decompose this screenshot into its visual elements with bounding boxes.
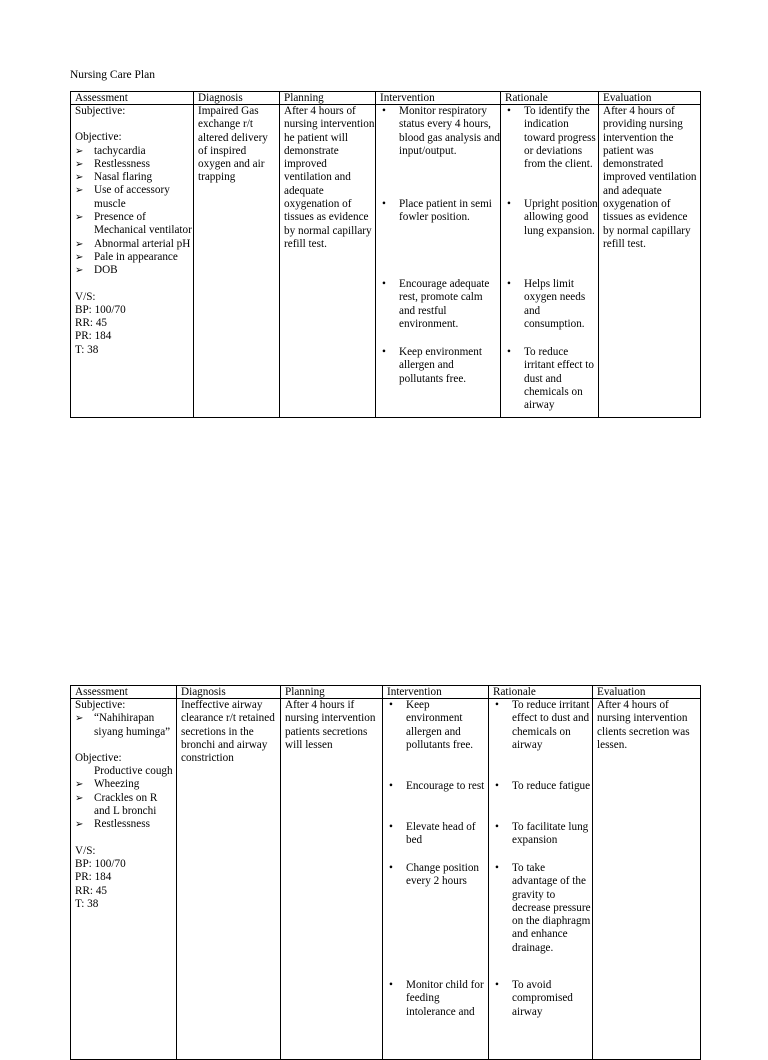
objective-item: ➢ Abnormal arterial pH — [75, 238, 193, 251]
rationale-list — [505, 105, 598, 412]
intervention-item: • Monitor child for feeding intolerance and — [387, 979, 488, 1019]
vital-sign: RR: 45 — [75, 884, 108, 897]
plan-row — [71, 699, 701, 1060]
vital-sign: RR: 45 — [75, 317, 108, 330]
planning-cell: After 4 hours if nursing intervention patients secretions will lessen — [281, 699, 383, 1060]
care-plan-table-1 — [70, 91, 701, 418]
subjective-label: Subjective: — [75, 699, 126, 711]
rationale-item: • Helps limit oxygen needs and consumption. — [505, 278, 598, 346]
header-diagnosis: Diagnosis — [177, 686, 281, 699]
objective-item: ➢ Nasal flaring — [75, 171, 193, 184]
rationale-item: • To identify the indication toward progress or deviations from the client. — [505, 105, 598, 198]
objective-label: Objective: — [75, 131, 122, 144]
intervention-item: • Encourage adequate rest, promote calm and restful environment. — [380, 278, 500, 346]
diagnosis-cell: Impaired Gas exchange r/t altered delivery of inspired oxygen and air trapping — [194, 105, 280, 418]
intervention-item: • Place patient in semi fowler position. — [380, 198, 500, 278]
rationale-item: • To reduce irritant effect to dust and chemicals on airway — [493, 699, 592, 780]
objective-item: ➢ Use of accessory muscle — [75, 184, 193, 211]
vital-sign: BP: 100/70 — [75, 857, 126, 870]
objective-label: Objective: — [75, 751, 122, 764]
subjective-item: ➢ “Nahihirapan siyang huminga” — [75, 712, 176, 739]
header-intervention: Intervention — [376, 92, 501, 105]
rationale-cell — [501, 105, 599, 418]
header-rationale: Rationale — [501, 92, 599, 105]
objective-list — [75, 145, 193, 278]
diagnosis-cell: Ineffective airway clearance r/t retained secretions in the bronchi and airway constriction — [177, 699, 281, 1060]
rationale-item: • To reduce irritant effect to dust and chemicals on airway — [505, 346, 598, 412]
header-assessment: Assessment — [71, 92, 194, 105]
objective-item: ➢ Restlessness — [75, 158, 193, 171]
objective-item: ➢ Wheezing — [75, 778, 176, 791]
header-assessment: Assessment — [71, 686, 177, 699]
plan-row — [71, 105, 701, 418]
subjective-label: Subjective: — [75, 105, 126, 117]
intervention-list — [380, 105, 500, 386]
planning-cell: After 4 hours of nursing intervention he patient will demonstrate improved ventilation and adequate oxygenation of tissues as evidence by normal capillary refill test. — [280, 105, 376, 418]
objective-item: ➢ Restlessness — [75, 818, 176, 831]
header-rationale: Rationale — [489, 686, 593, 699]
vital-sign: BP: 100/70 — [75, 303, 126, 316]
header-planning: Planning — [280, 92, 376, 105]
objective-item: ➢ DOB — [75, 264, 193, 277]
objective-item: ➢ Pale in appearance — [75, 251, 193, 264]
rationale-item: • To avoid compromised airway — [493, 979, 592, 1019]
header-diagnosis: Diagnosis — [194, 92, 280, 105]
rationale-item: • Upright position allowing good lung expansion. — [505, 198, 598, 278]
header-row — [71, 92, 701, 105]
care-plan-table-2 — [70, 685, 701, 1060]
rationale-item: • To reduce fatigue — [493, 780, 592, 821]
evaluation-cell: After 4 hours of nursing intervention clients secretion was lessen. — [593, 699, 701, 1060]
objective-item: ➢ tachycardia — [75, 145, 193, 158]
header-evaluation: Evaluation — [593, 686, 701, 699]
intervention-item: • Change position every 2 hours — [387, 862, 488, 979]
objective-item: ➢ Crackles on R and L bronchi — [75, 792, 176, 819]
intervention-item: • Elevate head of bed — [387, 821, 488, 862]
assessment-cell — [71, 105, 194, 418]
objective-list — [75, 778, 176, 831]
header-intervention: Intervention — [383, 686, 489, 699]
intervention-item: • Monitor respiratory status every 4 hours, blood gas analysis and input/output. — [380, 105, 500, 198]
vital-signs-label: V/S: — [75, 844, 96, 857]
intervention-list — [387, 699, 488, 1019]
objective-text: Productive cough — [94, 765, 173, 778]
intervention-item: • Keep environment allergen and pollutants free. — [380, 346, 500, 386]
intervention-cell — [376, 105, 501, 418]
assessment-cell — [71, 699, 177, 1060]
header-evaluation: Evaluation — [599, 92, 701, 105]
vital-sign: PR: 184 — [75, 871, 112, 884]
vital-signs-label: V/S: — [75, 290, 96, 303]
document-title: Nursing Care Plan — [70, 69, 155, 81]
header-planning: Planning — [281, 686, 383, 699]
vital-sign: PR: 184 — [75, 330, 112, 343]
vital-sign: T: 38 — [75, 897, 99, 910]
vital-sign: T: 38 — [75, 343, 99, 356]
subjective-list — [75, 712, 176, 739]
header-row — [71, 686, 701, 699]
objective-item: ➢ Presence of Mechanical ventilator — [75, 211, 193, 238]
intervention-item: • Encourage to rest — [387, 780, 488, 821]
rationale-item: • To facilitate lung expansion — [493, 821, 592, 862]
evaluation-cell: After 4 hours of providing nursing intervention the patient was demonstrated improved ventilation and adequate oxygenation of tissues as evidence by normal capillary refill test. — [599, 105, 701, 418]
intervention-item: • Keep environment allergen and pollutants free. — [387, 699, 488, 780]
rationale-cell — [489, 699, 593, 1060]
rationale-list — [493, 699, 592, 1019]
intervention-cell — [383, 699, 489, 1060]
rationale-item: • To take advantage of the gravity to decrease pressure on the diaphragm and enhance drainage. — [493, 862, 592, 979]
